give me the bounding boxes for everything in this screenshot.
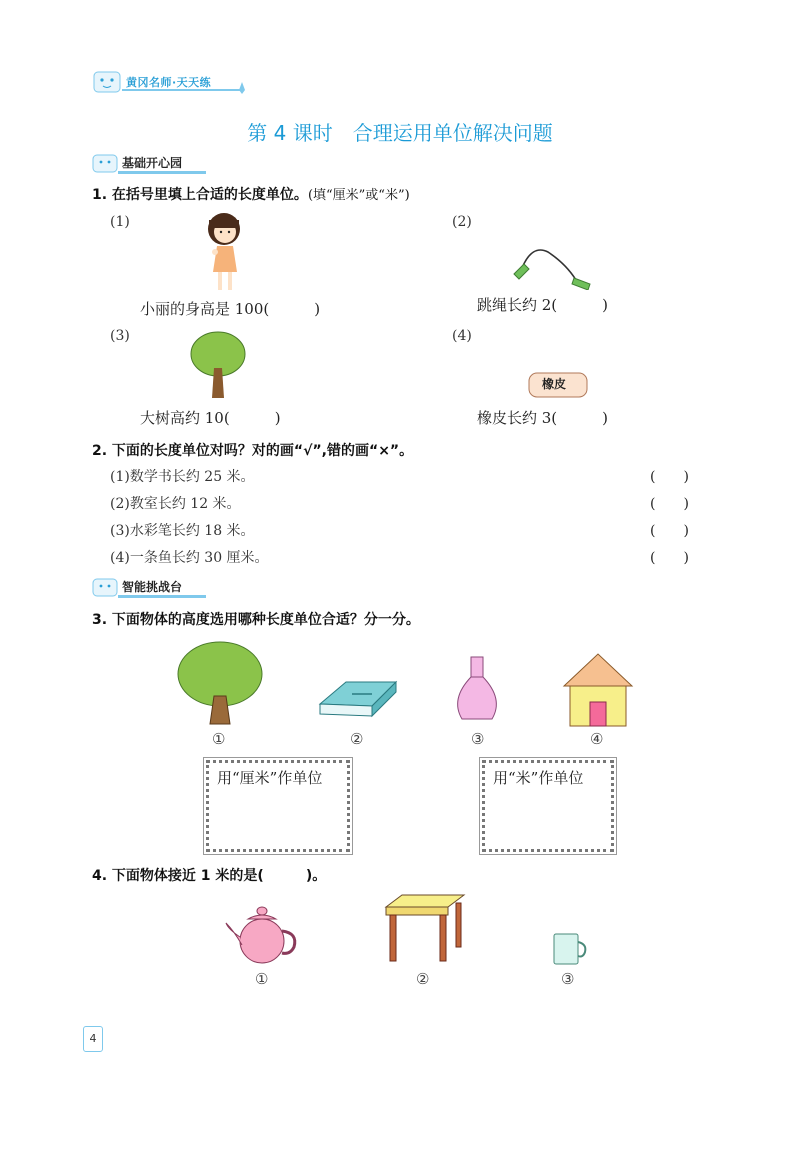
question-1-hint: (填“厘米”或“米”) <box>307 188 410 203</box>
section-underline <box>118 595 206 598</box>
jump-rope-illustration <box>508 242 600 290</box>
m-sort-box[interactable] <box>482 760 614 852</box>
section-label: 基础开心园 <box>122 156 183 170</box>
lesson-title: 第 4 课时 合理运用单位解决问题 <box>247 121 553 145</box>
eraser-label: 橡皮 <box>542 377 567 391</box>
q2-answer-1[interactable]: ( ) <box>650 469 689 485</box>
q2-answer-3[interactable]: ( ) <box>650 523 689 539</box>
q3-label-2: ② <box>350 730 364 748</box>
big-tree-illustration <box>176 638 264 726</box>
stool-illustration <box>384 893 466 965</box>
q3-label-1: ① <box>212 730 226 748</box>
q2-item-4: (4)一条鱼长约 30 厘米。 <box>110 550 269 566</box>
q4-label-2: ② <box>416 970 430 988</box>
section-header-basic <box>92 153 207 175</box>
cm-box-label: 用“厘米”作单位 <box>217 769 323 787</box>
m-box-label: 用“米”作单位 <box>493 769 584 787</box>
q1-item-2-text: 跳绳长约 2( ) <box>477 296 609 314</box>
q4-label-1: ① <box>255 970 269 988</box>
question-1-stem: 1. 在括号里填上合适的长度单位。(填“厘米”或“米”) <box>92 187 410 203</box>
q1-item-3-num: (3) <box>110 328 130 344</box>
q3-label-4: ④ <box>590 730 604 748</box>
q1-item-1-text: 小丽的身高是 100( ) <box>140 300 321 318</box>
section-label: 智能挑战台 <box>122 580 183 594</box>
house-illustration <box>560 650 636 728</box>
teapot-illustration <box>224 905 300 967</box>
q2-item-2: (2)教室长约 12 米。 <box>110 496 241 512</box>
question-4-stem: 4. 下面物体接近 1 米的是( )。 <box>92 868 327 884</box>
cm-sort-box[interactable] <box>206 760 350 852</box>
brand-text: 黄冈名师·天天练 <box>126 76 212 89</box>
section-header-challenge <box>92 577 207 599</box>
question-2-stem: 2. 下面的长度单位对吗？对的画“√”,错的画“×”。 <box>92 443 414 459</box>
q4-label-3: ③ <box>561 970 575 988</box>
q2-answer-2[interactable]: ( ) <box>650 496 689 512</box>
q2-answer-4[interactable]: ( ) <box>650 550 689 566</box>
cartoon-bear-icon <box>92 577 118 597</box>
q1-item-1-num: (1) <box>110 214 130 230</box>
book-illustration <box>316 660 400 720</box>
page-number: 4 <box>83 1026 103 1052</box>
q2-item-1: (1)数学书长约 25 米。 <box>110 469 255 485</box>
cup-illustration <box>551 930 589 966</box>
vase-illustration <box>448 655 506 727</box>
q1-item-3-text: 大树高约 10( ) <box>140 409 281 427</box>
girl-illustration <box>200 210 250 292</box>
section-underline <box>118 171 206 174</box>
cartoon-bear-icon <box>92 153 118 173</box>
q3-label-3: ③ <box>471 730 485 748</box>
tree-illustration <box>188 330 248 400</box>
q1-item-2-num: (2) <box>452 214 472 230</box>
question-3-stem: 3. 下面物体的高度选用哪种长度单位合适？分一分。 <box>92 612 420 628</box>
q1-item-4-text: 橡皮长约 3( ) <box>477 409 609 427</box>
q1-item-4-num: (4) <box>452 328 472 344</box>
q2-item-3: (3)水彩笔长约 18 米。 <box>110 523 255 539</box>
